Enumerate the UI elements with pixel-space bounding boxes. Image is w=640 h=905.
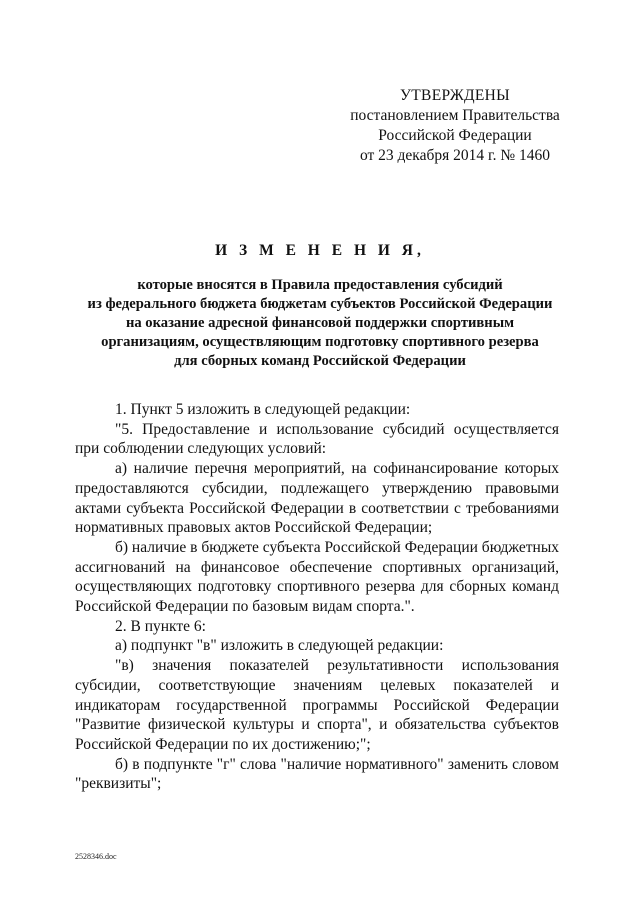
approval-line-decree: постановлением Правительства bbox=[350, 107, 560, 124]
paragraph-item-2-a: а) подпункт "в" изложить в следующей редакции: bbox=[115, 637, 444, 655]
approval-block bbox=[340, 86, 570, 166]
subtitle-line-3: на оказание адресной финансовой поддержки спортивным bbox=[125, 315, 515, 331]
paragraph-point-5-text: "5. Предоставление и использование субсидий осуществляется при соблюдении следующих условий: bbox=[75, 420, 559, 458]
subtitle-line-2: из федерального бюджета бюджетам субъектов Российской Федерации bbox=[87, 296, 553, 312]
paragraph-item-1: 1. Пункт 5 изложить в следующей редакции: bbox=[115, 401, 411, 418]
paragraph-subitem-b: б) наличие в бюджете субъекта Российской Федерации бюджетных ассигнований на финансовое обеспечение спортивных организаций, осуществляющих подготовку спортивного резерва для сборных команд Российской Федерации по базовым видам спорта.". bbox=[75, 538, 559, 616]
approval-line-date-number: от 23 декабря 2014 г. № 1460 bbox=[359, 147, 551, 164]
approval-line-federation: Российской Федерации bbox=[378, 127, 532, 144]
document-heading: И З М Е Н Е Н И Я, bbox=[215, 242, 425, 259]
file-reference: 2528346.doc bbox=[75, 852, 117, 861]
paragraph-item-2-a-text: "в) значения показателей результативности использования субсидии, соответствующие значениям целевых показателей и индикаторам государственной программы Российской Федерации "Развитие физической культуры и спорта", и обязательства субъектов Российской Федерации по их достижению;"; bbox=[75, 657, 559, 753]
subtitle-line-5: для сборных команд Российской Федерации bbox=[174, 353, 466, 369]
subtitle-line-1: которые вносятся в Правила предоставления субсидий bbox=[137, 277, 503, 293]
document-subtitle bbox=[40, 276, 600, 371]
paragraph-item-2: 2. В пункте 6: bbox=[115, 617, 206, 635]
document-body bbox=[75, 400, 559, 794]
paragraph-item-2-b: б) в подпункте "г" слова "наличие нормативного" заменить словом "реквизиты"; bbox=[75, 755, 559, 793]
approval-title: УТВЕРЖДЕНЫ bbox=[400, 87, 510, 104]
paragraph-subitem-a: а) наличие перечня мероприятий, на софинансирование которых предоставляются субсидии, подлежащего утверждению правовыми актами субъекта Российской Федерации в соответствии с требованиями нормативных правовых актов Российской Федерации; bbox=[75, 460, 559, 537]
subtitle-line-4: организациям, осуществляющим подготовку спортивного резерва bbox=[101, 334, 539, 350]
